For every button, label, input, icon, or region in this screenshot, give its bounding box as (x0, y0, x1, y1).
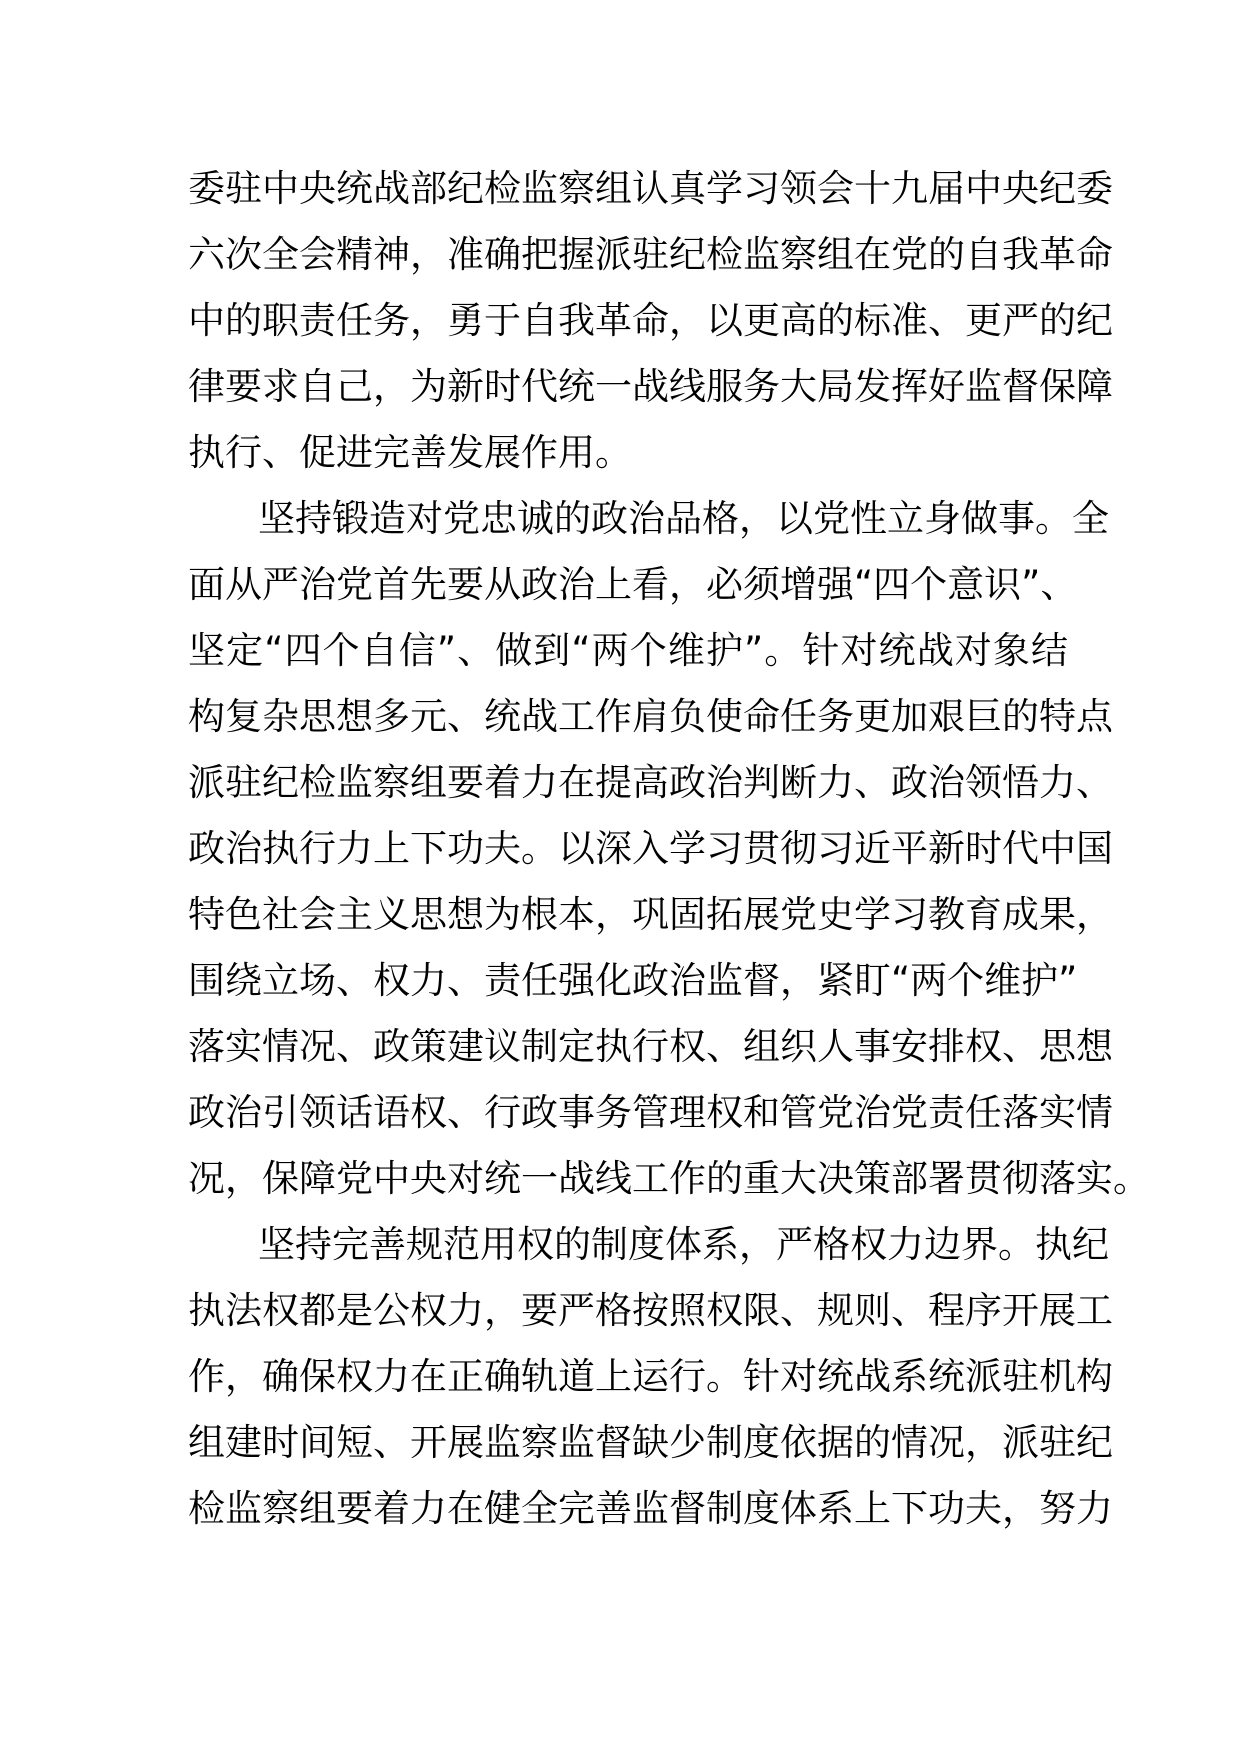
text-line: 委驻中央统战部纪检监察组认真学习领会十九届中央纪委 (188, 167, 1113, 210)
text-line: 坚定“四个自信”、做到“两个维护”。针对统战对象结 (188, 629, 1068, 672)
paragraph (188, 156, 1113, 486)
text-line: 六次全会精神，准确把握派驻纪检监察组在党的自我革命 (188, 233, 1113, 276)
paragraph (188, 1212, 1113, 1542)
text-line: 特色社会主义思想为根本，巩固拓展党史学习教育成果， (188, 893, 1113, 936)
text-line: 落实情况、政策建议制定执行权、组织人事安排权、思想 (188, 1025, 1113, 1068)
text-line: 坚持完善规范用权的制度体系，严格权力边界。执纪 (258, 1223, 1109, 1266)
text-line: 政治执行力上下功夫。以深入学习贯彻习近平新时代中国 (188, 827, 1113, 870)
text-line: 作，确保权力在正确轨道上运行。针对统战系统派驻机构 (188, 1355, 1113, 1398)
text-line: 检监察组要着力在健全完善监督制度体系上下功夫，努力 (188, 1487, 1113, 1530)
text-line: 执行、促进完善发展作用。 (188, 431, 632, 474)
text-line: 组建时间短、开展监察监督缺少制度依据的情况，派驻纪 (188, 1421, 1113, 1464)
text-line: 构复杂思想多元、统战工作肩负使命任务更加艰巨的特点 (188, 695, 1113, 738)
paragraph (188, 486, 1150, 1212)
body-text (188, 156, 1150, 1542)
text-line: 派驻纪检监察组要着力在提高政治判断力、政治领悟力、 (188, 761, 1113, 804)
text-line: 围绕立场、权力、责任强化政治监督，紧盯“两个维护” (188, 959, 1078, 1002)
text-line: 坚持锻造对党忠诚的政治品格，以党性立身做事。全 (258, 497, 1109, 540)
text-line: 律要求自己，为新时代统一战线服务大局发挥好监督保障 (188, 365, 1113, 408)
text-line: 况，保障党中央对统一战线工作的重大决策部署贯彻落实。 (188, 1157, 1150, 1200)
text-line: 执法权都是公权力，要严格按照权限、规则、程序开展工 (188, 1289, 1113, 1332)
text-line: 中的职责任务，勇于自我革命，以更高的标准、更严的纪 (188, 299, 1113, 342)
text-line: 政治引领话语权、行政事务管理权和管党治党责任落实情 (188, 1091, 1113, 1134)
text-line: 面从严治党首先要从政治上看，必须增强“四个意识”、 (188, 563, 1078, 606)
